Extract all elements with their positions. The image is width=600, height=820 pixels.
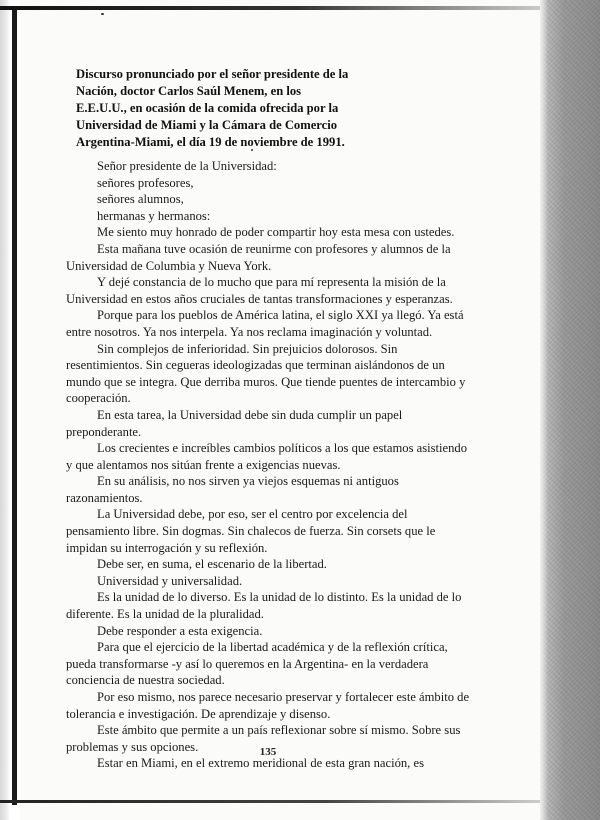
body-line: razonamientos. [66, 490, 143, 505]
scan-shadow-edge [540, 0, 600, 820]
body-line: pensamiento libre. Sin dogmas. Sin chalecos de fuerza. Sin corsets que le [66, 524, 436, 539]
body-line: Sin complejos de inferioridad. Sin prejuicios dolorosos. Sin [97, 341, 398, 356]
body-line: Debe ser, en suma, el escenario de la libertad. [97, 557, 327, 572]
body-line: diferente. Es la unidad de la pluralidad. [66, 607, 264, 622]
body-line: mundo que se integra. Que derriba muros. Que tiende puentes de intercambio y [66, 374, 466, 389]
speech-body [66, 158, 470, 772]
top-rule [0, 6, 540, 10]
body-line: Me siento muy honrado de poder compartir hoy esta mesa con ustedes. [97, 225, 455, 240]
body-line: impidan su interrogación y su reflexión. [66, 540, 268, 555]
body-line: y que alentamos nos sitúan frente a exigencias nuevas. [66, 457, 341, 472]
page-number: 135 [259, 746, 277, 758]
title-line: E.E.U.U., en ocasión de la comida ofrecida por la [76, 101, 339, 115]
body-line: pueda transformarse -y así lo queremos en la Argentina- en la verdadera [66, 656, 429, 671]
body-line: conciencia de nuestra sociedad. [66, 673, 225, 688]
body-line: Y dejé constancia de lo mucho que para mí representa la misión de la [97, 275, 446, 290]
body-line: Universidad y universalidad. [97, 573, 243, 588]
body-line: Para que el ejercicio de la libertad académica y de la reflexión crítica, [97, 640, 448, 655]
body-line: Debe responder a esta exigencia. [97, 623, 263, 638]
scan-speck [101, 13, 104, 15]
body-line: Señor presidente de la Universidad: [97, 159, 277, 173]
title-line: Argentina-Miami, el día 19 de noviembre de 1991. [76, 135, 345, 149]
body-line: señores profesores, [97, 175, 194, 190]
bottom-rule [0, 800, 545, 803]
body-line: En esta tarea, la Universidad debe sin duda cumplir un papel [97, 407, 403, 422]
body-line: preponderante. [66, 424, 142, 439]
binding-edge [0, 0, 20, 820]
body-line: resentimientos. Sin cegueras ideologizadas que terminan aislándonos de un [66, 358, 445, 373]
title-line: Universidad de Miami y la Cámara de Comercio [76, 118, 338, 132]
body-line: Universidad en estos años cruciales de tantas transformaciones y esperanzas. [66, 291, 453, 306]
body-line: Por eso mismo, nos parece necesario preservar y fortalecer este ámbito de [97, 690, 470, 704]
body-line: Este ámbito que permite a un país reflexionar sobre sí mismo. Sobre sus [97, 723, 461, 738]
speech-title [76, 66, 376, 151]
body-line: señores alumnos, [97, 192, 184, 207]
body-line: tolerancia e investigación. De aprendizaje y disenso. [66, 706, 331, 721]
body-line: Es la unidad de lo diverso. Es la unidad de lo distinto. Es la unidad de lo [97, 590, 462, 605]
body-line: cooperación. [66, 391, 131, 406]
body-line: En su análisis, no nos sirven ya viejos esquemas ni antiguos [97, 474, 399, 489]
body-line: Porque para los pueblos de América latina, el siglo XXI ya llegó. Ya está [97, 308, 464, 323]
body-line: Los crecientes e increíbles cambios políticos a los que estamos asistiendo [97, 441, 468, 456]
body-line: problemas y sus opciones. [66, 739, 199, 754]
body-line: hermanas y hermanos: [97, 208, 211, 223]
body-line: Estar en Miami, en el extremo meridional de esta gran nación, es [97, 756, 424, 771]
body-line: Esta mañana tuve ocasión de reunirme con profesores y alumnos de la [97, 241, 451, 256]
binding-line [12, 10, 17, 805]
title-line: Discurso pronunciado por el señor presidente de la [76, 67, 349, 81]
title-line: Nación, doctor Carlos Saúl Menem, en los [76, 84, 302, 98]
body-line: Universidad de Columbia y Nueva York. [66, 258, 272, 273]
body-line: La Universidad debe, por eso, ser el centro por excelencia del [97, 507, 408, 522]
body-line: entre nosotros. Ya nos interpela. Ya nos reclama imaginación y voluntad. [66, 324, 433, 339]
